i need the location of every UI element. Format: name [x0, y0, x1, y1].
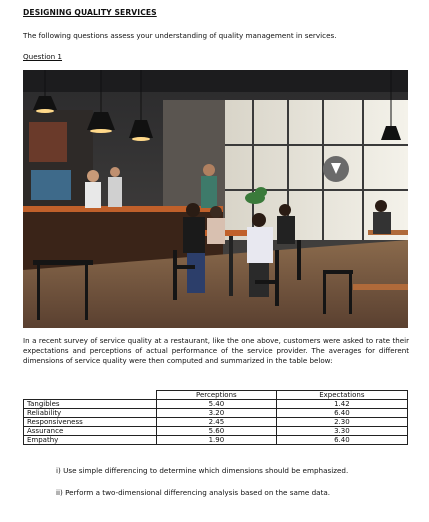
dimension-cell: Tangibles: [24, 400, 157, 409]
expectations-cell: 6.40: [276, 436, 407, 445]
table-row: [24, 400, 408, 409]
intro-text: The following questions assess your understanding of quality management in services.: [23, 31, 337, 40]
table-header-row: [24, 391, 408, 400]
perceptions-cell: 1.90: [157, 436, 277, 445]
table-header-perceptions: Perceptions: [157, 391, 277, 400]
expectations-cell: 6.40: [276, 409, 407, 418]
perceptions-cell: 5.60: [157, 427, 277, 436]
table-row: [24, 409, 408, 418]
expectations-cell: 3.30: [276, 427, 407, 436]
survey-paragraph: In a recent survey of service quality at a restaurant, like the one above, customers were asked to rate their expectations and perceptions of actual performance of the service provider. The averages for different dimensions of service quality were then computed and summarized in the table below:: [23, 336, 409, 365]
task-i-text: i) Use simple differencing to determine which dimensions should be emphasized.: [56, 466, 349, 475]
table-row: [24, 427, 408, 436]
service-quality-table: [23, 390, 408, 445]
dimension-cell: Empathy: [24, 436, 157, 445]
question-label: Question 1: [23, 52, 63, 61]
perceptions-cell: 3.20: [157, 409, 277, 418]
dimension-cell: Responsiveness: [24, 418, 157, 427]
dimension-cell: Reliability: [24, 409, 157, 418]
restaurant-illustration: [23, 70, 408, 328]
perceptions-cell: 2.45: [157, 418, 277, 427]
restaurant-photo: [23, 70, 408, 328]
document-heading: DESIGNING QUALITY SERVICES: [23, 8, 157, 17]
dimension-cell: Assurance: [24, 427, 157, 436]
expectations-cell: 2.30: [276, 418, 407, 427]
table-row: [24, 436, 408, 445]
table-header-expectations: Expectations: [276, 391, 407, 400]
table-row: [24, 418, 408, 427]
perceptions-cell: 5.40: [157, 400, 277, 409]
expectations-cell: 1.42: [276, 400, 407, 409]
table-header-blank: [24, 391, 157, 400]
task-ii-text: ii) Perform a two-dimensional differencing analysis based on the same data.: [56, 488, 331, 497]
